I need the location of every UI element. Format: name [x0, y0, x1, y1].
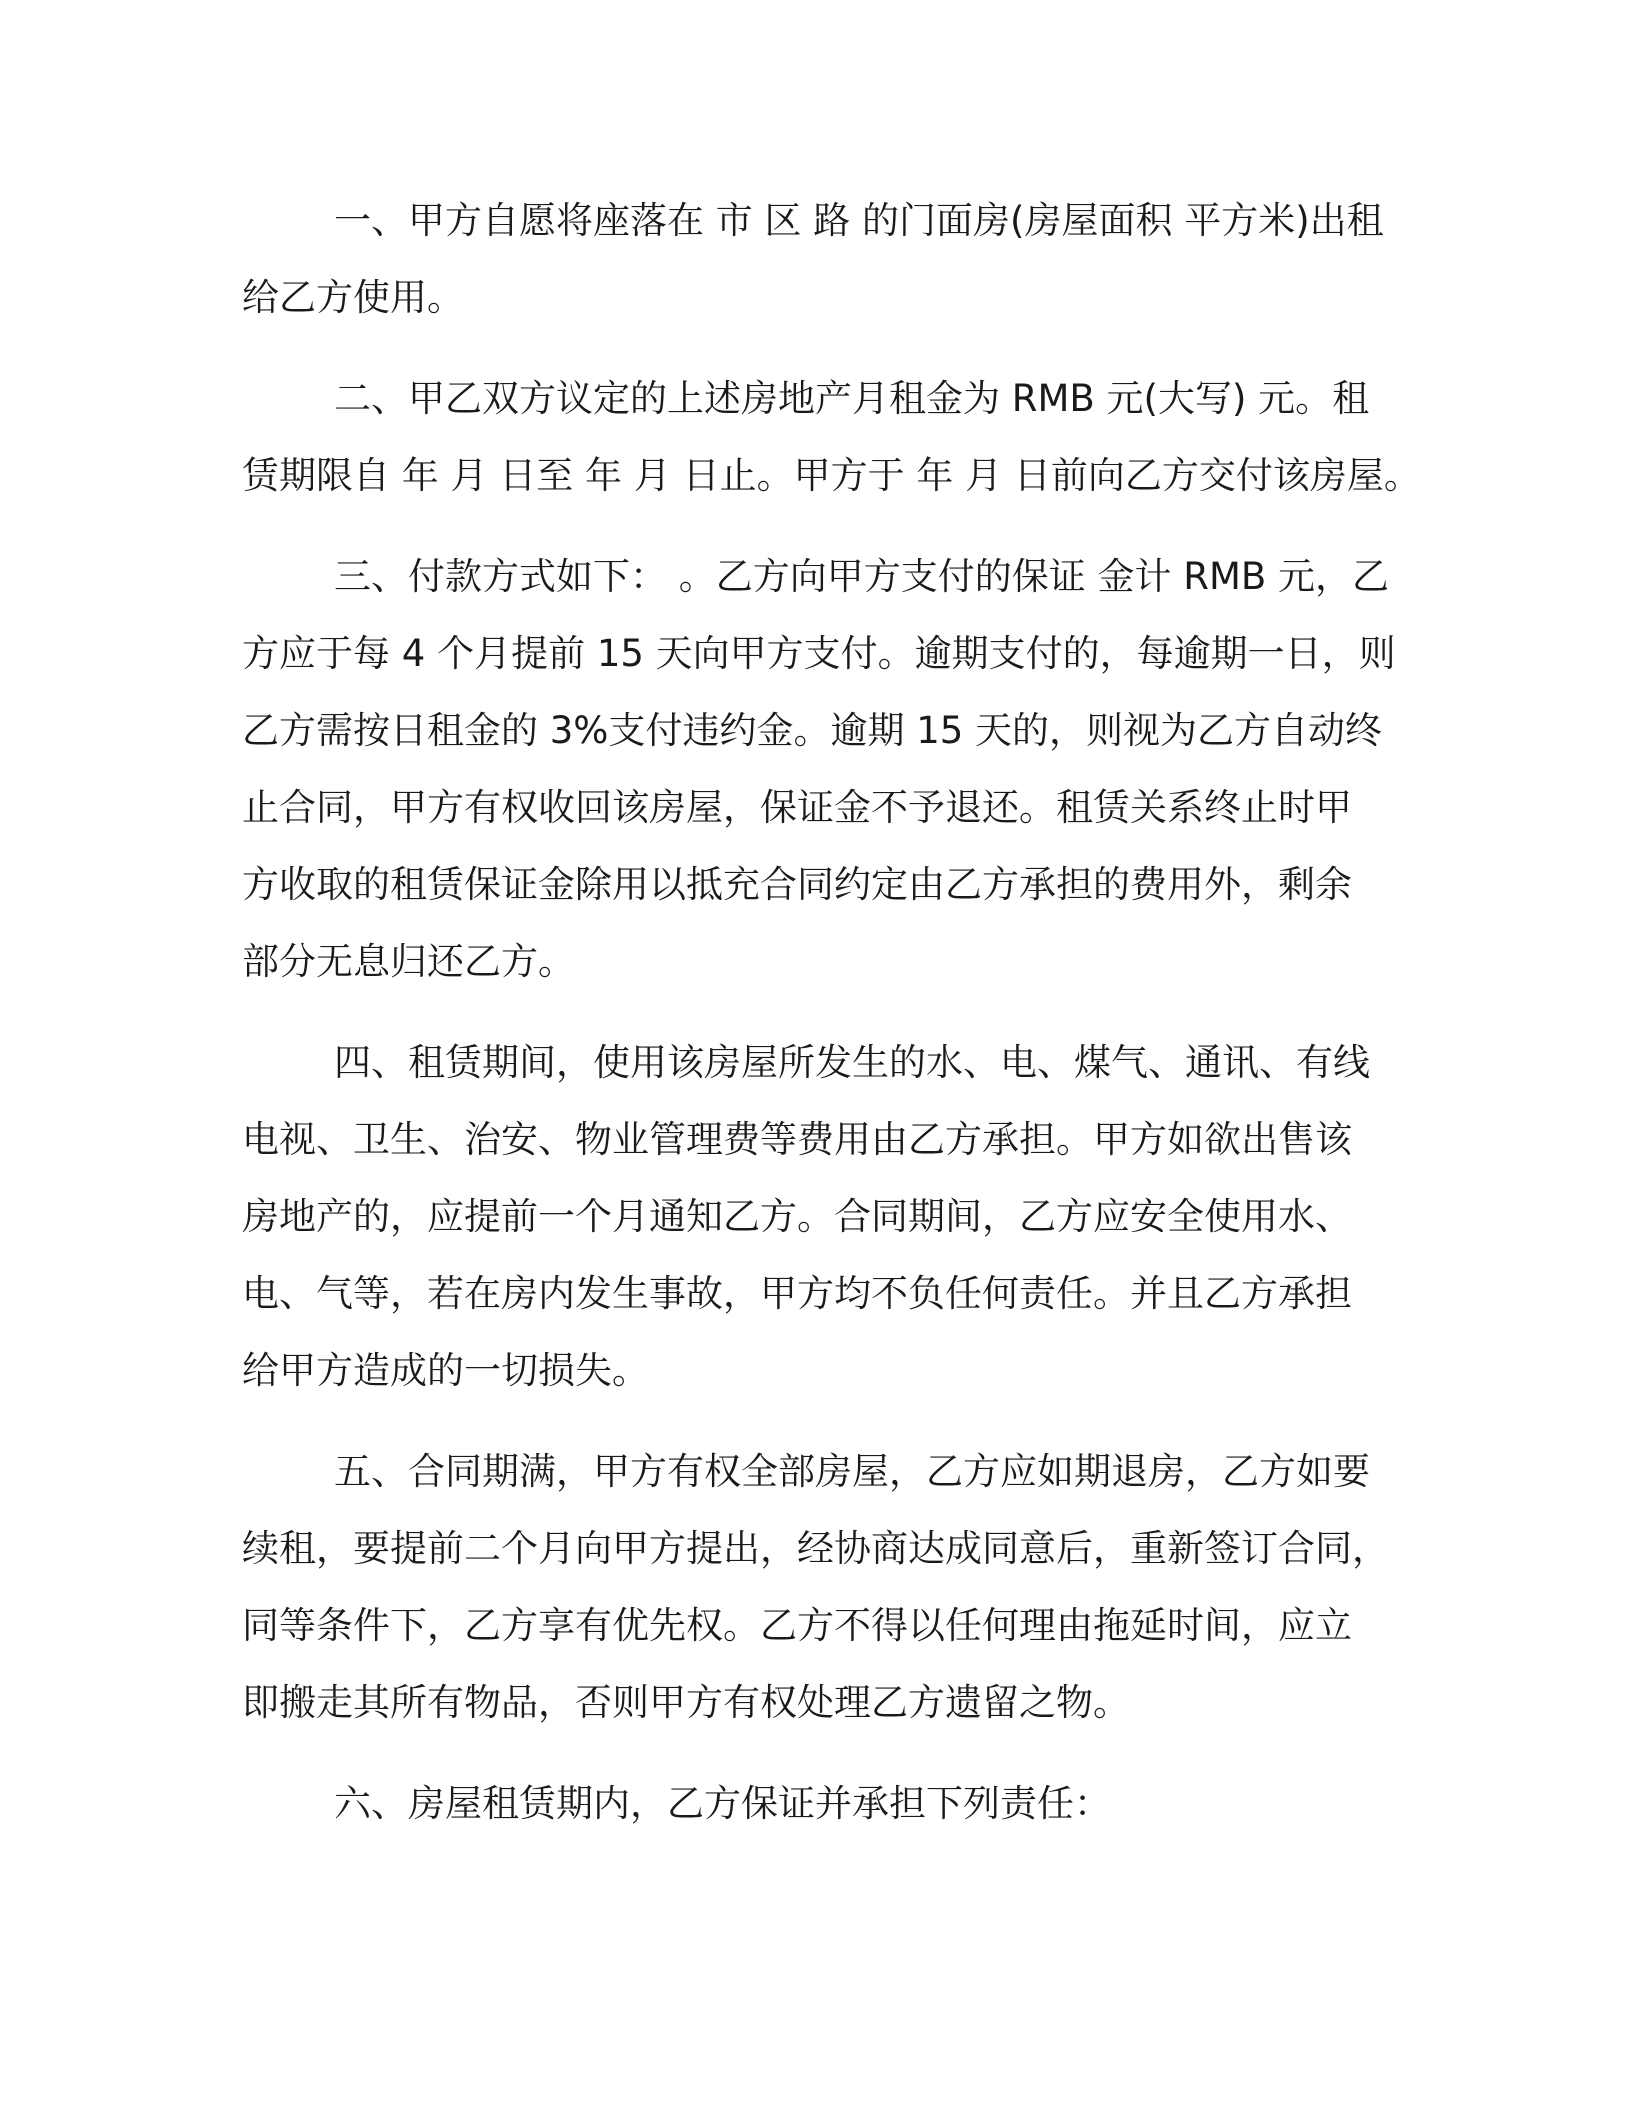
clause-3: [242, 538, 1396, 1000]
clause-5-line-4: 即搬走其所有物品，否则甲方有权处理乙方遗留之物。: [242, 1681, 1130, 1724]
clause-5-line-1: 五、合同期满，甲方有权全部房屋，乙方应如期退房，乙方如要: [334, 1450, 1370, 1493]
clause-4-line-3: 房地产的，应提前一个月通知乙方。合同期间，乙方应安全使用水、: [242, 1195, 1352, 1238]
clause-4-line-2: 电视、卫生、治安、物业管理费等费用由乙方承担。甲方如欲出售该: [242, 1118, 1352, 1161]
clause-3-line-4: 止合同，甲方有权收回该房屋，保证金不予退还。租赁关系终止时甲: [242, 786, 1352, 829]
clause-3-line-6: 部分无息归还乙方。: [242, 940, 575, 983]
clause-3-line-2: 方应于每 4 个月提前 15 天向甲方支付。逾期支付的，每逾期一日，则: [242, 632, 1396, 675]
clause-6-line-1: 六、房屋租赁期内，乙方保证并承担下列责任：: [334, 1782, 1111, 1825]
document-body: [242, 182, 1421, 1866]
clause-4-line-1: 四、租赁期间，使用该房屋所发生的水、电、煤气、通讯、有线: [334, 1041, 1370, 1084]
clause-1-line-1: 一、甲方自愿将座落在 市 区 路 的门面房(房屋面积 平方米)出租: [334, 199, 1384, 242]
clause-3-line-1: 三、付款方式如下： 。乙方向甲方支付的保证 金计 RMB 元，乙: [334, 555, 1390, 598]
clause-6: [242, 1765, 1390, 1842]
clause-2-line-2: 赁期限自 年 月 日至 年 月 日止。甲方于 年 月 日前向乙方交付该房屋。: [242, 454, 1421, 497]
clause-1: [242, 182, 1390, 336]
clause-3-line-5: 方收取的租赁保证金除用以抵充合同约定由乙方承担的费用外，剩余: [242, 863, 1352, 906]
clause-5: [242, 1433, 1390, 1741]
clause-4-line-5: 给甲方造成的一切损失。: [242, 1349, 649, 1392]
clause-5-line-2: 续租，要提前二个月向甲方提出，经协商达成同意后，重新签订合同，: [242, 1527, 1389, 1570]
clause-5-line-3: 同等条件下，乙方享有优先权。乙方不得以任何理由拖延时间，应立: [242, 1604, 1352, 1647]
clause-1-line-2: 给乙方使用。: [242, 276, 464, 319]
clause-4: [242, 1024, 1390, 1409]
clause-2-line-1: 二、甲乙双方议定的上述房地产月租金为 RMB 元(大写) 元。租: [334, 377, 1370, 420]
clause-3-line-3: 乙方需按日租金的 3%支付违约金。逾期 15 天的，则视为乙方自动终: [242, 709, 1383, 752]
clause-4-line-4: 电、气等，若在房内发生事故，甲方均不负任何责任。并且乙方承担: [242, 1272, 1352, 1315]
clause-2: [242, 360, 1421, 514]
